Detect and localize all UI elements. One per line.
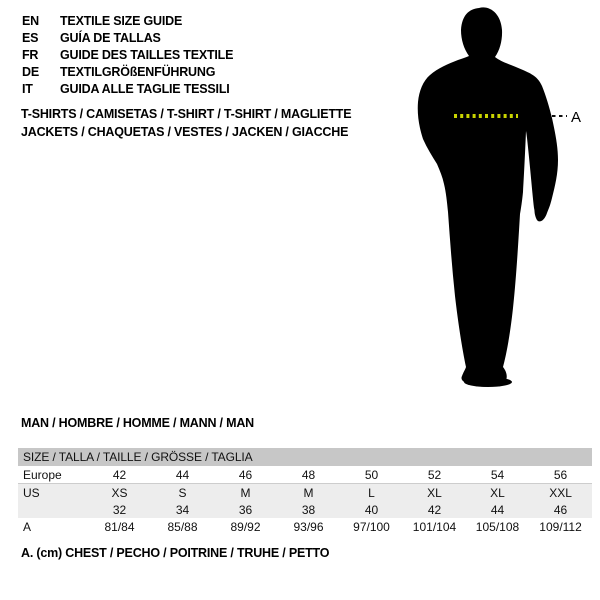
size-cell: XS [88,484,151,502]
table-row-europe [18,466,592,484]
size-cell: 85/88 [167,519,198,534]
size-table-header: SIZE / TALLA / TAILLE / GRÖSSE / TAGLIA [18,448,592,466]
language-code: EN [22,14,39,28]
size-cell: 42 [403,501,466,518]
table-row-chest-a [18,518,592,535]
size-cell: 48 [277,466,340,484]
size-cell: 50 [340,466,403,484]
size-cell: 101/104 [412,519,457,534]
size-cell: M [214,484,277,502]
size-table-header-row [18,448,592,466]
table-row-uk [18,501,592,518]
category-list [21,106,351,141]
size-cell: 46 [214,466,277,484]
guide-title: GUÍA DE TALLAS [60,31,161,45]
size-cell: 44 [466,501,529,518]
language-row [22,81,233,98]
row-label: US [18,484,88,502]
language-code: IT [22,82,33,96]
size-cell: 46 [529,501,592,518]
guide-title: TEXTILGRÖßENFÜHRUNG [60,65,216,79]
guide-title: TEXTILE SIZE GUIDE [60,14,183,28]
ground-shadow [464,377,512,387]
size-cell: 38 [277,501,340,518]
language-code: FR [22,48,39,62]
size-cell: 40 [340,501,403,518]
size-cell: M [277,484,340,502]
language-list [22,13,233,98]
language-row [22,13,233,30]
size-cell: 109/112 [539,519,582,534]
language-code: DE [22,65,39,79]
man-silhouette [418,7,558,386]
size-cell: 34 [151,501,214,518]
row-label [18,501,88,518]
size-cell: 42 [88,466,151,484]
language-row [22,30,233,47]
section-title: MAN / HOMBRE / HOMME / MANN / MAN [21,416,254,430]
size-cell: 54 [466,466,529,484]
size-cell: 89/92 [230,519,261,534]
size-cell: 105/108 [475,519,520,534]
size-cell: 56 [529,466,592,484]
size-cell: 81/84 [104,519,135,534]
size-cell: 52 [403,466,466,484]
category-line-jackets: JACKETS / CHAQUETAS / VESTES / JACKEN / GIACCHE [21,124,349,139]
measure-label: A [571,109,582,126]
measurement-footnote: A. (cm) CHEST / PECHO / POITRINE / TRUHE / PETTO [21,546,330,560]
size-cell: 36 [214,501,277,518]
category-line-tshirts: T-SHIRTS / CAMISETAS / T-SHIRT / T-SHIRT / MAGLIETTE [21,107,352,121]
size-cell: 44 [151,466,214,484]
man-silhouette-figure [390,0,600,400]
size-cell: XL [466,484,529,502]
guide-title: GUIDA ALLE TAGLIE TESSILI [60,82,230,96]
guide-title: GUIDE DES TAILLES TEXTILE [60,48,234,62]
row-label: Europe [18,466,88,484]
size-cell: 32 [88,501,151,518]
row-label: A [23,519,32,534]
language-row [22,64,233,81]
size-table [18,448,592,535]
size-cell: L [340,484,403,502]
size-cell: 97/100 [353,519,390,534]
man-silhouette-svg [390,0,600,400]
size-cell: XL [403,484,466,502]
size-cell: 93/96 [293,519,324,534]
language-code: ES [22,31,39,45]
size-cell: S [151,484,214,502]
language-row [22,47,233,64]
table-row-us [18,484,592,502]
size-cell: XXL [529,484,592,502]
